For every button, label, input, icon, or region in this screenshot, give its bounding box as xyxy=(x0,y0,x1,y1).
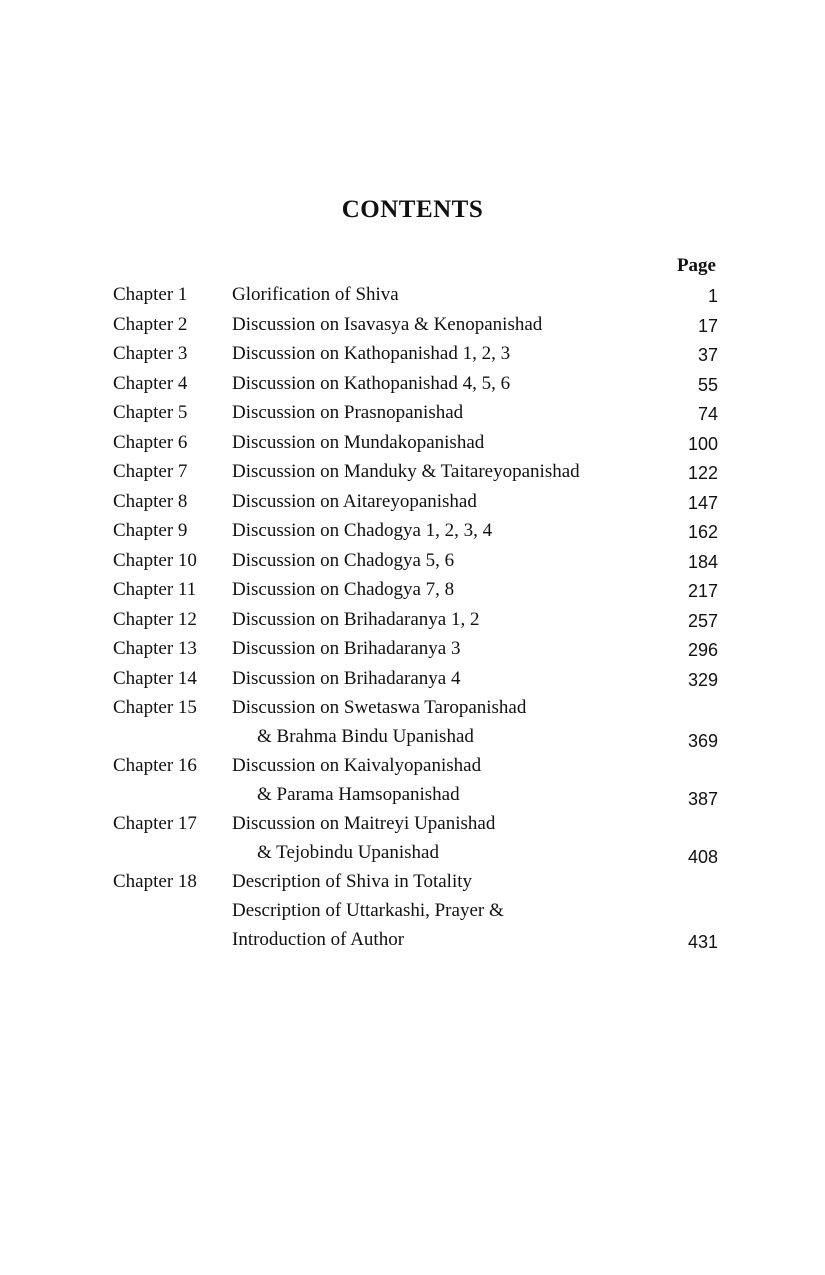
chapter-label: Chapter 1 xyxy=(113,284,188,305)
toc-row xyxy=(0,546,825,576)
toc-row xyxy=(0,516,825,546)
page-number: 162 xyxy=(687,522,718,542)
chapter-title: Discussion on Swetaswa Taropanishad xyxy=(232,697,527,718)
chapter-title-continuation: Description of Uttarkashi, Prayer & xyxy=(232,900,504,921)
chapter-title: Discussion on Chadogya 5, 6 xyxy=(232,549,455,571)
page-number: 369 xyxy=(687,731,718,751)
page-number: 257 xyxy=(687,610,718,631)
chapter-label: Chapter 15 xyxy=(113,697,197,718)
chapter-title: Discussion on Chadogya 7, 8 xyxy=(232,579,455,600)
page-column-header: Page xyxy=(676,255,716,276)
toc-row xyxy=(0,751,825,809)
page-number: 217 xyxy=(687,581,718,601)
page-number: 147 xyxy=(687,492,718,513)
page-number: 74 xyxy=(697,404,718,424)
chapter-title: Description of Shiva in Totality xyxy=(232,871,473,892)
chapter-label: Chapter 11 xyxy=(113,579,197,600)
chapter-label: Chapter 3 xyxy=(113,343,188,364)
chapter-title: Discussion on Brihadaranya 1, 2 xyxy=(232,608,480,630)
page-number: 184 xyxy=(687,551,718,572)
chapter-title: Discussion on Manduky & Taitareyopanishad xyxy=(232,461,580,482)
page-number: 122 xyxy=(687,463,718,483)
toc-row xyxy=(0,605,825,635)
chapter-label: Chapter 4 xyxy=(113,372,188,394)
chapter-title: Discussion on Prasnopanishad xyxy=(232,402,464,423)
page-number: 55 xyxy=(697,374,718,395)
toc-row xyxy=(0,664,825,694)
chapter-title: Discussion on Maitreyi Upanishad xyxy=(232,813,496,834)
chapter-title: Discussion on Kathopanishad 4, 5, 6 xyxy=(232,372,511,394)
toc-row xyxy=(0,339,825,369)
page-number: 100 xyxy=(687,433,718,454)
page-number: 37 xyxy=(697,345,718,365)
toc-row xyxy=(0,428,825,458)
toc-row xyxy=(0,310,825,340)
toc-row xyxy=(0,369,825,399)
contents-table xyxy=(0,280,825,955)
toc-row xyxy=(0,867,825,955)
toc-row xyxy=(0,693,825,751)
chapter-label: Chapter 13 xyxy=(113,638,197,659)
chapter-label: Chapter 18 xyxy=(113,871,197,892)
chapter-title: Discussion on Brihadaranya 3 xyxy=(232,638,461,659)
toc-row xyxy=(0,809,825,867)
page-title: CONTENTS xyxy=(341,196,484,223)
chapter-title: Discussion on Aitareyopanishad xyxy=(232,490,477,512)
toc-row xyxy=(0,575,825,605)
chapter-label: Chapter 2 xyxy=(113,313,188,335)
chapter-title: Discussion on Kaivalyopanishad xyxy=(232,755,482,776)
chapter-label: Chapter 8 xyxy=(113,490,188,512)
page-number: 17 xyxy=(697,315,718,336)
chapter-label: Chapter 10 xyxy=(113,549,197,571)
toc-row xyxy=(0,398,825,428)
chapter-label: Chapter 9 xyxy=(113,520,188,541)
toc-row xyxy=(0,487,825,517)
chapter-label: Chapter 5 xyxy=(113,402,188,423)
chapter-label: Chapter 14 xyxy=(113,667,197,689)
chapter-label: Chapter 16 xyxy=(113,755,197,776)
chapter-title: Discussion on Kathopanishad 1, 2, 3 xyxy=(232,343,511,364)
chapter-title-continuation: Introduction of Author xyxy=(232,929,405,950)
page-number: 387 xyxy=(687,789,718,809)
page-number: 296 xyxy=(687,640,718,660)
chapter-title: Glorification of Shiva xyxy=(232,284,399,305)
page-number: 431 xyxy=(687,932,718,952)
toc-row xyxy=(0,634,825,664)
page-number: 408 xyxy=(687,847,718,867)
toc-row xyxy=(0,457,825,487)
chapter-label: Chapter 6 xyxy=(113,431,188,453)
chapter-title: Discussion on Mundakopanishad xyxy=(232,431,485,453)
chapter-label: Chapter 12 xyxy=(113,608,197,630)
page-number: 1 xyxy=(707,286,718,306)
chapter-title-continuation: & Tejobindu Upanishad xyxy=(257,842,439,863)
chapter-label: Chapter 17 xyxy=(113,813,197,834)
chapter-title: Discussion on Brihadaranya 4 xyxy=(232,667,461,689)
chapter-title-continuation: & Parama Hamsopanishad xyxy=(257,784,460,805)
chapter-title: Discussion on Isavasya & Kenopanishad xyxy=(232,313,543,335)
toc-row xyxy=(0,280,825,310)
chapter-label: Chapter 7 xyxy=(113,461,188,482)
chapter-title-continuation: & Brahma Bindu Upanishad xyxy=(257,726,474,747)
chapter-title: Discussion on Chadogya 1, 2, 3, 4 xyxy=(232,520,493,541)
page-number: 329 xyxy=(687,669,718,690)
